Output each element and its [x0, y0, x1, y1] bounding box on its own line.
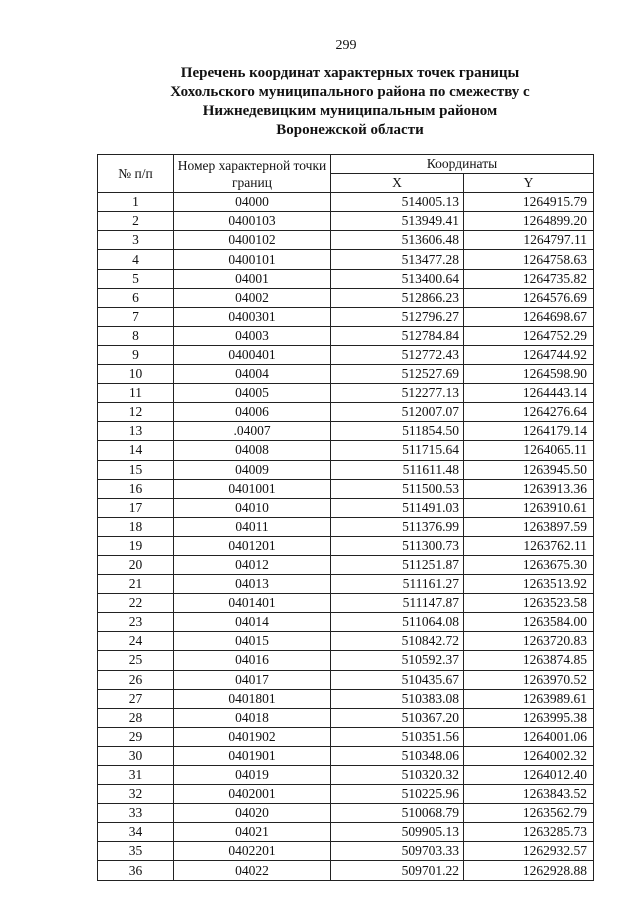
table-row: [98, 479, 594, 498]
row-number: 23: [98, 613, 174, 632]
table-row: [98, 575, 594, 594]
coord-x: 511376.99: [331, 517, 464, 536]
row-number: 31: [98, 766, 174, 785]
coord-x: 511147.87: [331, 594, 464, 613]
coord-y: 1264735.82: [464, 269, 594, 288]
coord-y: 1262932.57: [464, 842, 594, 861]
row-number: 1: [98, 193, 174, 212]
table-body: [98, 193, 594, 880]
point-code: 04010: [174, 498, 331, 517]
row-number: 29: [98, 727, 174, 746]
coord-x: 511064.08: [331, 613, 464, 632]
row-number: 13: [98, 422, 174, 441]
point-code: 04003: [174, 326, 331, 345]
coord-x: 510592.37: [331, 651, 464, 670]
row-number: 8: [98, 326, 174, 345]
coord-x: 510351.56: [331, 727, 464, 746]
title-line-4: Воронежской области: [276, 122, 424, 138]
row-number: 33: [98, 804, 174, 823]
table-row: [98, 766, 594, 785]
point-code: 0400102: [174, 231, 331, 250]
table-row: [98, 594, 594, 613]
table-row: [98, 422, 594, 441]
coord-x: 510383.08: [331, 689, 464, 708]
point-code: 0400401: [174, 345, 331, 364]
coord-y: 1264576.69: [464, 288, 594, 307]
point-code: 04005: [174, 384, 331, 403]
header-point-code: Номер характерной точки границ: [174, 155, 331, 193]
table-header: [98, 155, 594, 193]
table-row: [98, 269, 594, 288]
table-row: [98, 365, 594, 384]
row-number: 17: [98, 498, 174, 517]
point-code: 0400101: [174, 250, 331, 269]
coord-x: 512866.23: [331, 288, 464, 307]
coord-x: 511611.48: [331, 460, 464, 479]
row-number: 12: [98, 403, 174, 422]
point-code: 04008: [174, 441, 331, 460]
row-number: 21: [98, 575, 174, 594]
point-code: 0401001: [174, 479, 331, 498]
coord-y: 1263995.38: [464, 708, 594, 727]
point-code: 0401801: [174, 689, 331, 708]
coord-y: 1263843.52: [464, 785, 594, 804]
point-code: 04020: [174, 804, 331, 823]
row-number: 16: [98, 479, 174, 498]
title-line-1: Перечень координат характерных точек границы: [180, 65, 520, 81]
point-code: 0401901: [174, 746, 331, 765]
title-line-3: Нижнедевицким муниципальным районом: [202, 103, 498, 119]
point-code: 04002: [174, 288, 331, 307]
coord-x: 511854.50: [331, 422, 464, 441]
row-number: 2: [98, 212, 174, 231]
coord-y: 1263523.58: [464, 594, 594, 613]
coord-y: 1264002.32: [464, 746, 594, 765]
header-y: Y: [464, 174, 594, 193]
coord-x: 509703.33: [331, 842, 464, 861]
point-code: 04004: [174, 365, 331, 384]
row-number: 25: [98, 651, 174, 670]
coord-y: 1264797.11: [464, 231, 594, 250]
table-row: [98, 307, 594, 326]
row-number: 4: [98, 250, 174, 269]
point-code: 0400103: [174, 212, 331, 231]
point-code: 0401401: [174, 594, 331, 613]
coord-y: 1264001.06: [464, 727, 594, 746]
table-row: [98, 708, 594, 727]
coord-x: 510842.72: [331, 632, 464, 651]
point-code: 04019: [174, 766, 331, 785]
point-code: 04016: [174, 651, 331, 670]
coord-y: 1263897.59: [464, 517, 594, 536]
title-line-2: Хохольского муниципального района по смежеству с: [170, 84, 530, 100]
coord-y: 1263285.73: [464, 823, 594, 842]
row-number: 10: [98, 365, 174, 384]
coord-x: 511300.73: [331, 536, 464, 555]
coord-x: 511491.03: [331, 498, 464, 517]
coord-y: 1264065.11: [464, 441, 594, 460]
header-num: № п/п: [98, 155, 174, 193]
coord-y: 1263675.30: [464, 555, 594, 574]
table-row: [98, 727, 594, 746]
coord-y: 1264915.79: [464, 193, 594, 212]
point-code: 04014: [174, 613, 331, 632]
coord-x: 509905.13: [331, 823, 464, 842]
row-number: 6: [98, 288, 174, 307]
row-number: 24: [98, 632, 174, 651]
table-row: [98, 517, 594, 536]
coord-y: 1263945.50: [464, 460, 594, 479]
row-number: 27: [98, 689, 174, 708]
row-number: 26: [98, 670, 174, 689]
table-row: [98, 498, 594, 517]
table-row: [98, 250, 594, 269]
table-row: [98, 326, 594, 345]
table-row: [98, 212, 594, 231]
coord-y: 1262928.88: [464, 861, 594, 880]
point-code: 04021: [174, 823, 331, 842]
point-code: 04017: [174, 670, 331, 689]
table-row: [98, 842, 594, 861]
point-code: 04015: [174, 632, 331, 651]
coord-y: 1263910.61: [464, 498, 594, 517]
table-row: [98, 193, 594, 212]
row-number: 14: [98, 441, 174, 460]
coord-x: 511500.53: [331, 479, 464, 498]
coord-y: 1263913.36: [464, 479, 594, 498]
coord-y: 1264443.14: [464, 384, 594, 403]
row-number: 36: [98, 861, 174, 880]
coord-x: 510225.96: [331, 785, 464, 804]
coord-x: 513606.48: [331, 231, 464, 250]
point-code: 04000: [174, 193, 331, 212]
row-number: 32: [98, 785, 174, 804]
table-row: [98, 689, 594, 708]
row-number: 9: [98, 345, 174, 364]
point-code: 04001: [174, 269, 331, 288]
coord-x: 512007.07: [331, 403, 464, 422]
coord-x: 510435.67: [331, 670, 464, 689]
coord-x: 511251.87: [331, 555, 464, 574]
row-number: 11: [98, 384, 174, 403]
table-row: [98, 460, 594, 479]
coord-y: 1264698.67: [464, 307, 594, 326]
coordinates-table: [97, 154, 594, 881]
point-code: 04009: [174, 460, 331, 479]
header-x: X: [331, 174, 464, 193]
point-code: .04007: [174, 422, 331, 441]
point-code: 04018: [174, 708, 331, 727]
row-number: 18: [98, 517, 174, 536]
row-number: 20: [98, 555, 174, 574]
coord-y: 1264744.92: [464, 345, 594, 364]
coord-x: 510367.20: [331, 708, 464, 727]
point-code: 04022: [174, 861, 331, 880]
coord-x: 509701.22: [331, 861, 464, 880]
coord-x: 513400.64: [331, 269, 464, 288]
coord-x: 512527.69: [331, 365, 464, 384]
row-number: 30: [98, 746, 174, 765]
coord-y: 1264179.14: [464, 422, 594, 441]
coord-y: 1263513.92: [464, 575, 594, 594]
coord-y: 1264276.64: [464, 403, 594, 422]
row-number: 7: [98, 307, 174, 326]
table-row: [98, 403, 594, 422]
point-code: 04012: [174, 555, 331, 574]
coord-x: 512772.43: [331, 345, 464, 364]
coord-y: 1263989.61: [464, 689, 594, 708]
table-row: [98, 651, 594, 670]
row-number: 34: [98, 823, 174, 842]
point-code: 0401902: [174, 727, 331, 746]
document-title: [130, 64, 570, 140]
coord-x: 512784.84: [331, 326, 464, 345]
coord-x: 512796.27: [331, 307, 464, 326]
point-code: 0401201: [174, 536, 331, 555]
table-row: [98, 345, 594, 364]
table-row: [98, 555, 594, 574]
row-number: 3: [98, 231, 174, 250]
coord-x: 514005.13: [331, 193, 464, 212]
point-code: 04006: [174, 403, 331, 422]
point-code: 0402201: [174, 842, 331, 861]
row-number: 28: [98, 708, 174, 727]
coord-y: 1264752.29: [464, 326, 594, 345]
table-row: [98, 785, 594, 804]
header-coordinates: Координаты: [331, 155, 594, 174]
table-row: [98, 231, 594, 250]
row-number: 15: [98, 460, 174, 479]
table-row: [98, 804, 594, 823]
coord-y: 1264598.90: [464, 365, 594, 384]
page-number: 299: [335, 38, 357, 53]
table-row: [98, 288, 594, 307]
coord-y: 1263970.52: [464, 670, 594, 689]
coord-x: 512277.13: [331, 384, 464, 403]
coord-y: 1264012.40: [464, 766, 594, 785]
coord-y: 1263720.83: [464, 632, 594, 651]
table-row: [98, 670, 594, 689]
table-row: [98, 441, 594, 460]
coord-y: 1264899.20: [464, 212, 594, 231]
point-code: 0402001: [174, 785, 331, 804]
coord-y: 1263762.11: [464, 536, 594, 555]
table-row: [98, 632, 594, 651]
coord-y: 1263584.00: [464, 613, 594, 632]
row-number: 35: [98, 842, 174, 861]
point-code: 04013: [174, 575, 331, 594]
table-row: [98, 536, 594, 555]
table-row: [98, 861, 594, 880]
point-code: 04011: [174, 517, 331, 536]
row-number: 5: [98, 269, 174, 288]
coord-y: 1263874.85: [464, 651, 594, 670]
point-code: 0400301: [174, 307, 331, 326]
table-row: [98, 823, 594, 842]
coord-x: 510068.79: [331, 804, 464, 823]
row-number: 22: [98, 594, 174, 613]
coord-x: 510320.32: [331, 766, 464, 785]
coord-x: 510348.06: [331, 746, 464, 765]
coord-y: 1263562.79: [464, 804, 594, 823]
row-number: 19: [98, 536, 174, 555]
coord-x: 513949.41: [331, 212, 464, 231]
coord-x: 511715.64: [331, 441, 464, 460]
coord-x: 513477.28: [331, 250, 464, 269]
table-row: [98, 746, 594, 765]
coord-y: 1264758.63: [464, 250, 594, 269]
coord-x: 511161.27: [331, 575, 464, 594]
table-row: [98, 613, 594, 632]
table-row: [98, 384, 594, 403]
